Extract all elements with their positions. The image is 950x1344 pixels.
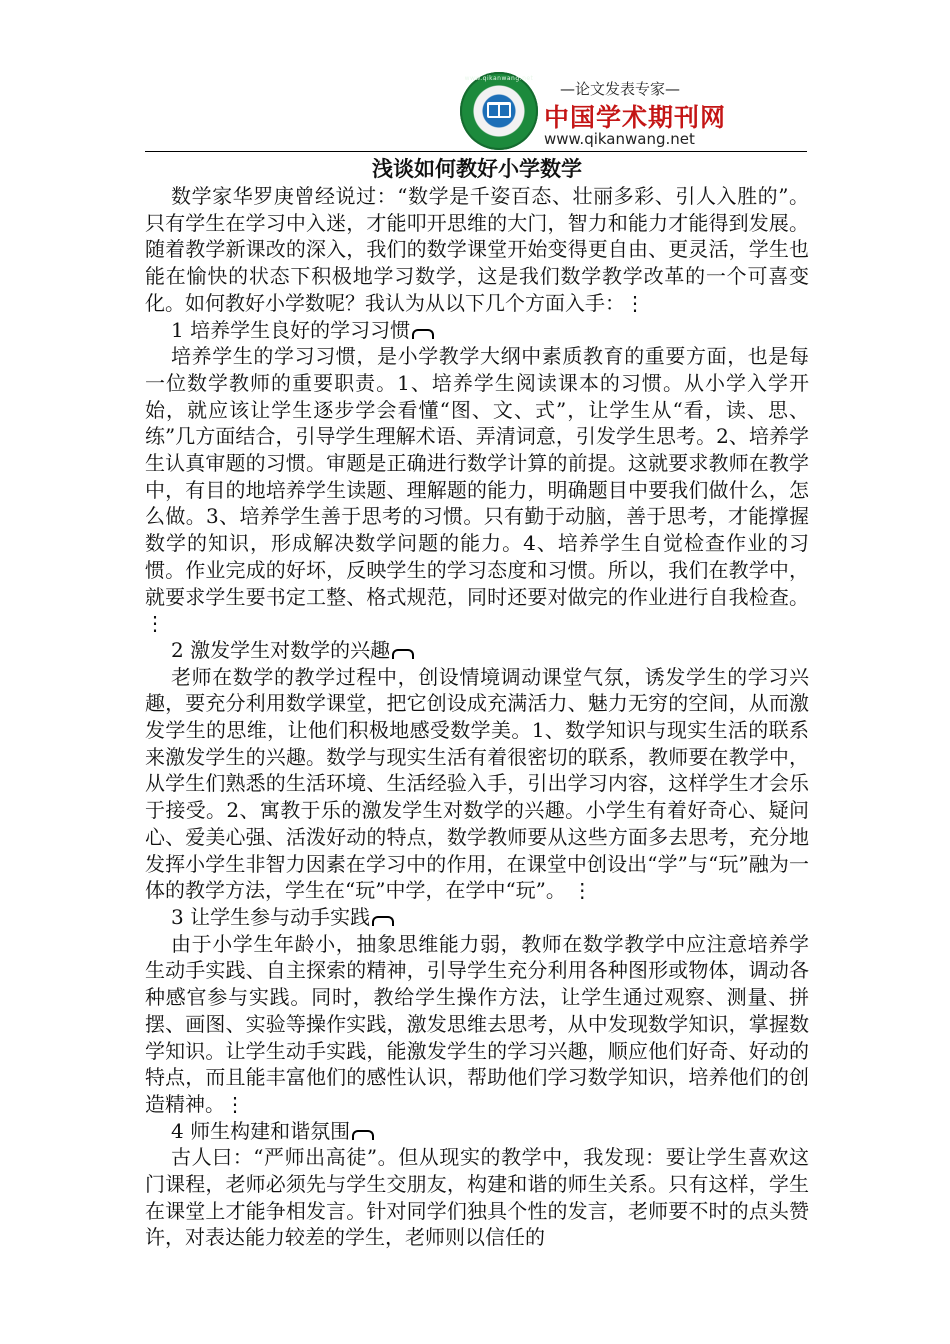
section-heading-1 — [145, 317, 809, 344]
section-heading-text: 2 激发学生对数学的兴趣 — [171, 637, 391, 662]
site-tagline: —论文发表专家— — [559, 80, 680, 98]
section-heading-2 — [145, 637, 809, 664]
heading-mark-icon — [392, 649, 414, 659]
section-heading-text: 1 培养学生良好的学习习惯 — [171, 317, 411, 342]
heading-mark-icon — [352, 1130, 374, 1140]
section-heading-4 — [145, 1118, 809, 1145]
section-heading-text: 4 师生构建和谐氛围 — [171, 1118, 351, 1143]
logo-ring-text: www.qikanwang.net — [464, 75, 534, 82]
site-header — [460, 72, 727, 150]
intro-paragraph: 数学家华罗庚曾经说过：“数学是千姿百态、壮丽多彩、引人入胜的”。只有学生在学习中入迷，才能叩开思维的大门，智力和能力才能得到发展。随着教学新课改的深入，我们的数学课堂开始变得更自由、更灵活，学生也能在愉快的状态下积极地学习数学，这是我们数学教学改革的一个可喜变化。如何教好小学数呢？我认为从以下几个方面入手：⋮ — [145, 184, 809, 315]
article-title: 浅谈如何教好小学数学 — [372, 156, 582, 181]
heading-mark-icon — [372, 916, 394, 926]
header-divider — [145, 151, 807, 152]
article — [145, 154, 809, 1251]
qikanwang-logo-icon — [460, 72, 538, 150]
site-url: www.qikanwang.net — [544, 130, 695, 148]
open-book-icon — [487, 102, 511, 118]
heading-mark-icon — [412, 329, 434, 339]
site-name: 中国学术期刊网 — [544, 103, 727, 132]
section-body-3: 由于小学生年龄小，抽象思维能力弱，教师在数学教学中应注意培养学生动手实践、自主探索的精神，引导学生充分利用各种图形或物体，调动各种感官参与实践。同时，教给学生操作方法，让学生通过观察、测量、拼摆、画图、实验等操作实践，激发思维去思考，从中发现数学知识，掌握数学知识。让学生动手实践，能激发学生的学习兴趣，顺应他们好奇、好动的特点，而且能丰富他们的感性认识，帮助他们学习数学知识，培养他们的创造精神。⋮ — [145, 931, 809, 1116]
section-body-4: 古人曰：“严师出高徒”。但从现实的教学中，我发现：要让学生喜欢这门课程，老师必须先与学生交朋友，构建和谐的师生关系。只有这样，学生在课堂上才能争相发言。针对同学们独具个性的发言，老师要不时的点头赞许，对表达能力较差的学生，老师则以信任的 — [145, 1145, 809, 1250]
section-body-1: 培养学生的学习习惯，是小学教学大纲中素质教育的重要方面，也是每一位数学教师的重要职责。1、培养学生阅读课本的习惯。从小学入学开始，就应该让学生逐步学会看懂“图、文、式”，让学生从“看，读、思、练”几方面结合，引导学生理解术语、弄清词意，引发学生思考。2、培养学生认真审题的习惯。审题是正确进行数学计算的前提。这就要求教师在教学中，有目的地培养学生读题、理解题的能力，明确题目中要我们做什么，怎么做。3、培养学生善于思考的习惯。只有勤于动脑，善于思考，才能撑握数学的知识，形成解决数学问题的能力。4、培养学生自觉检查作业的习惯。作业完成的好坏，反映学生的学习态度和习惯。所以，我们在教学中，就要求学生要书定工整、格式规范，同时还要对做完的作业进行自我检查。⋮ — [145, 344, 809, 636]
section-heading-text: 3 让学生参与动手实践 — [171, 904, 371, 929]
section-body-2: 老师在数学的教学过程中，创设情境调动课堂气氛，诱发学生的学习兴趣，要充分利用数学课堂，把它创设成充满活力、魅力无穷的空间，从而激发学生的思维，让他们积极地感受数学美。1、数学知识与现实生活的联系来激发学生的兴趣。数学与现实生活有着很密切的联系，教师要在教学中，从学生们熟悉的生活环境、生活经验入手，引出学习内容，这样学生才会乐于接受。2、寓教于乐的激发学生对数学的兴趣。小学生有着好奇心、疑问心、爱美心强、活泼好动的特点，数学教师要从这些方面多去思考，充分地发挥小学生非智力因素在学习中的作用，在课堂中创设出“学”与“玩”融为一体的教学方法，学生在“玩”中学，在学中“玩”。 ⋮ — [145, 664, 809, 903]
section-heading-3 — [145, 904, 809, 931]
